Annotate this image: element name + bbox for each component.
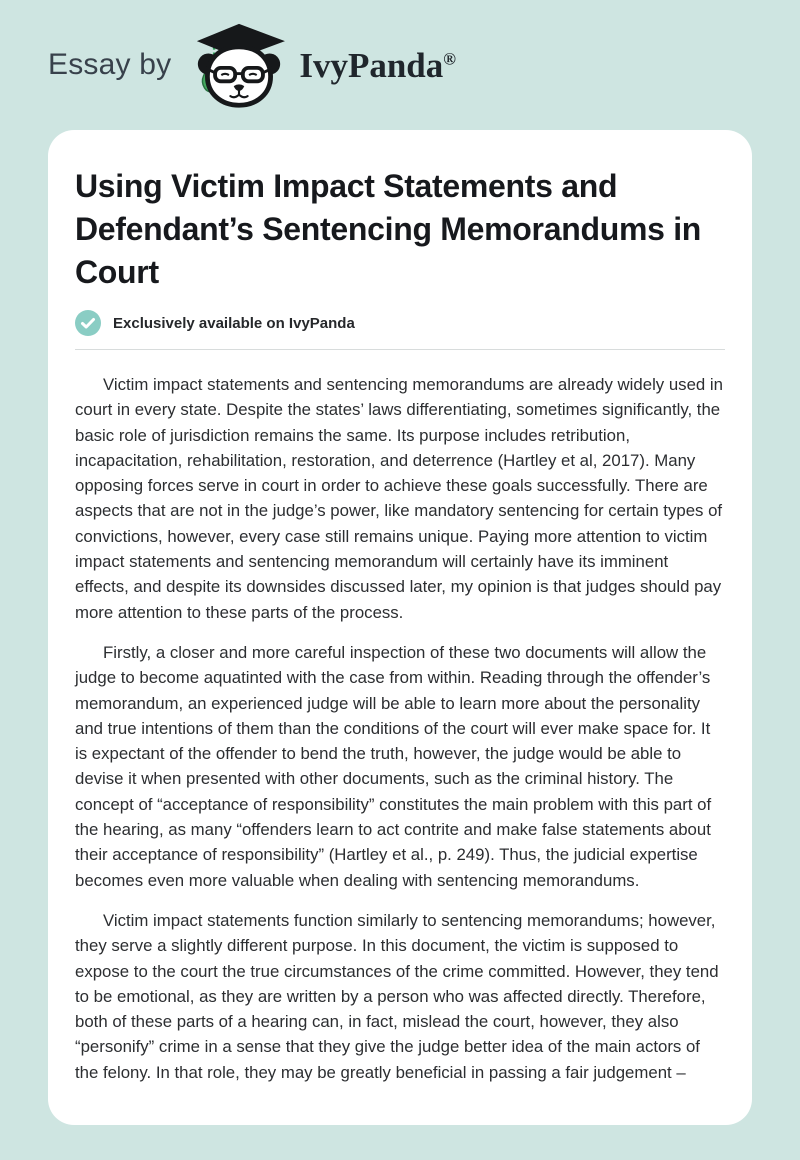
essay-title: Using Victim Impact Statements and Defendant’s Sentencing Memorandums in Court — [75, 168, 702, 290]
essay-paragraph: Victim impact statements function similarly to sentencing memorandums; however, they serve a slightly different purpose. In this document, the victim is supposed to expose to the court the true circumstances of the crime committed. However, they tend to be emotional, as they are written by a person who was affected directly. Therefore, both of these parts of a hearing can, in fact, mislead the court, however, they also “personify” crime in a sense that they give the judge better idea of the main actors of the felony. In that role, they may be greatly beneficial in passing a fair judgement – — [75, 910, 719, 1082]
brand-name: IvyPanda — [299, 45, 444, 85]
essay-paragraph: Firstly, a closer and more careful inspection of these two documents will allow the judge to become aquatinted with the case from within. Reading through the offender’s memorandum, an experienced judge will be able to learn more about the personality and true intentions of them than the conditions of the court will ever make space for. It is expectant of the offender to bend the truth, however, the judge would be able to devise it when presented with other documents, such as the criminal history. The concept of “acceptance of responsibility” constitutes the main problem with this part of the hearing, as many “offenders learn to act contrite and make false statements about their acceptance of responsibility” (Hartley et al., p. 249). Thus, the judicial expertise becomes even more valuable when dealing with sentencing memorandums. — [75, 642, 712, 890]
essay-paragraph: Victim impact statements and sentencing memorandums are already widely used in court in every state. Despite the states’ laws differentiating, sometimes significantly, the basic role of jurisdiction remains the same. Its purpose includes retribution, incapacitation, rehabilitation, restoration, and deterrence (Hartley et al, 2017). Many opposing forces serve in court in order to achieve these goals successfully. There are aspects that are not in the judge’s power, like mandatory sentencing for certain types of convictions, however, every case still remains unique. Paying more attention to victim impact statements and sentencing memorandum will certainly have its imminent effects, and despite its downsides discussed later, my opinion is that judges should pay more attention to these parts of the process. — [75, 375, 723, 622]
badge-label: Exclusively available on IvyPanda — [113, 314, 355, 332]
check-icon — [75, 310, 101, 336]
panda-graduate-icon — [189, 20, 289, 110]
divider — [75, 349, 725, 350]
header — [0, 0, 800, 130]
registered-mark: ® — [443, 48, 456, 68]
brand-wordmark — [299, 45, 456, 85]
header-prefix: Essay by — [48, 48, 172, 81]
exclusive-badge — [75, 310, 725, 336]
essay-body — [75, 372, 725, 1085]
essay-card — [48, 130, 752, 1125]
